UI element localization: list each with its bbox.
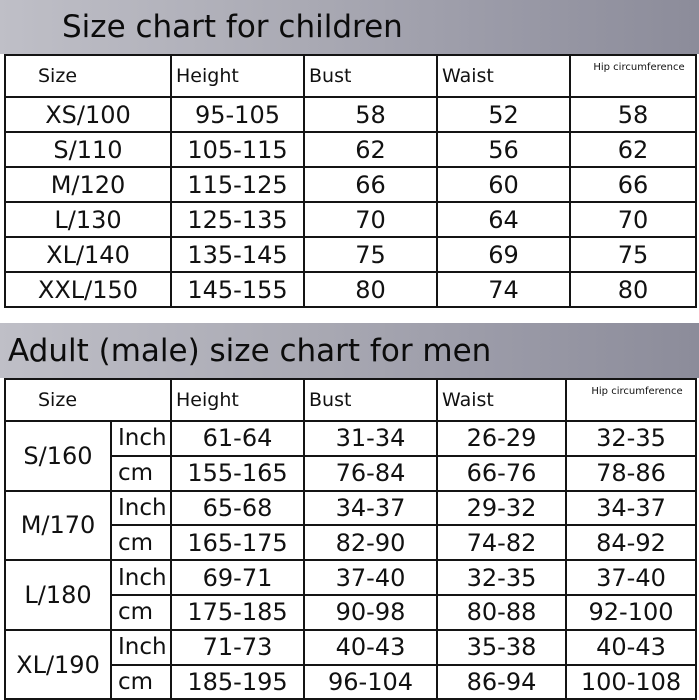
waist-cell: 74 — [437, 272, 570, 307]
size-cell: XS/100 — [5, 97, 171, 132]
hip-cell: 66 — [570, 167, 696, 202]
table-row — [5, 202, 696, 237]
table-row — [5, 132, 696, 167]
bust-cell: 34-37 — [304, 491, 437, 526]
bust-cell: 76-84 — [304, 456, 437, 491]
hip-cell: 40-43 — [566, 630, 696, 665]
header-size: Size — [5, 379, 171, 421]
table-row — [5, 167, 696, 202]
unit-cell: cm — [111, 525, 171, 560]
header-bust: Bust — [304, 379, 437, 421]
hip-cell: 58 — [570, 97, 696, 132]
size-cell: M/120 — [5, 167, 171, 202]
bust-cell: 75 — [304, 237, 437, 272]
header-height: Height — [171, 379, 304, 421]
header-waist: Waist — [437, 55, 570, 97]
waist-cell: 86-94 — [437, 665, 566, 700]
table-row — [5, 97, 696, 132]
height-cell: 175-185 — [171, 595, 304, 630]
header-bust: Bust — [304, 55, 437, 97]
size-cell: S/160 — [5, 421, 111, 491]
header-height: Height — [171, 55, 304, 97]
height-cell: 145-155 — [171, 272, 304, 307]
bust-cell: 90-98 — [304, 595, 437, 630]
height-cell: 105-115 — [171, 132, 304, 167]
waist-cell: 80-88 — [437, 595, 566, 630]
hip-cell: 78-86 — [566, 456, 696, 491]
hip-cell: 62 — [570, 132, 696, 167]
size-cell: L/180 — [5, 560, 111, 630]
table-header-row — [5, 379, 696, 421]
height-cell: 125-135 — [171, 202, 304, 237]
header-size: Size — [5, 55, 171, 97]
bust-cell: 66 — [304, 167, 437, 202]
waist-cell: 60 — [437, 167, 570, 202]
adult-chart-banner — [0, 323, 699, 378]
unit-cell: cm — [111, 595, 171, 630]
unit-cell: cm — [111, 456, 171, 491]
table-row — [5, 237, 696, 272]
table-row — [5, 630, 696, 665]
header-hip: Hip circumference — [566, 379, 696, 421]
size-cell: S/110 — [5, 132, 171, 167]
size-cell: XXL/150 — [5, 272, 171, 307]
height-cell: 155-165 — [171, 456, 304, 491]
hip-cell: 92-100 — [566, 595, 696, 630]
waist-cell: 66-76 — [437, 456, 566, 491]
height-cell: 71-73 — [171, 630, 304, 665]
waist-cell: 26-29 — [437, 421, 566, 456]
bust-cell: 82-90 — [304, 525, 437, 560]
table-row — [5, 421, 696, 456]
hip-cell: 100-108 — [566, 665, 696, 700]
waist-cell: 35-38 — [437, 630, 566, 665]
waist-cell: 29-32 — [437, 491, 566, 526]
size-cell: L/130 — [5, 202, 171, 237]
height-cell: 95-105 — [171, 97, 304, 132]
height-cell: 135-145 — [171, 237, 304, 272]
waist-cell: 64 — [437, 202, 570, 237]
children-chart-banner — [0, 0, 699, 54]
bust-cell: 80 — [304, 272, 437, 307]
size-cell: XL/140 — [5, 237, 171, 272]
unit-cell: Inch — [111, 491, 171, 526]
waist-cell: 56 — [437, 132, 570, 167]
waist-cell: 69 — [437, 237, 570, 272]
bust-cell: 40-43 — [304, 630, 437, 665]
size-cell: XL/190 — [5, 630, 111, 700]
height-cell: 115-125 — [171, 167, 304, 202]
hip-cell: 37-40 — [566, 560, 696, 595]
waist-cell: 74-82 — [437, 525, 566, 560]
unit-cell: Inch — [111, 630, 171, 665]
height-cell: 65-68 — [171, 491, 304, 526]
header-hip: Hip circumference — [570, 55, 696, 97]
unit-cell: cm — [111, 665, 171, 700]
height-cell: 61-64 — [171, 421, 304, 456]
bust-cell: 58 — [304, 97, 437, 132]
bust-cell: 37-40 — [304, 560, 437, 595]
bust-cell: 62 — [304, 132, 437, 167]
table-row — [5, 560, 696, 595]
height-cell: 185-195 — [171, 665, 304, 700]
hip-cell: 75 — [570, 237, 696, 272]
hip-cell: 70 — [570, 202, 696, 237]
waist-cell: 32-35 — [437, 560, 566, 595]
height-cell: 69-71 — [171, 560, 304, 595]
bust-cell: 96-104 — [304, 665, 437, 700]
children-chart-title: Size chart for children — [62, 9, 403, 45]
hip-cell: 34-37 — [566, 491, 696, 526]
unit-cell: Inch — [111, 560, 171, 595]
height-cell: 165-175 — [171, 525, 304, 560]
waist-cell: 52 — [437, 97, 570, 132]
adult-size-table — [4, 378, 697, 700]
size-cell: M/170 — [5, 491, 111, 561]
hip-cell: 84-92 — [566, 525, 696, 560]
bust-cell: 31-34 — [304, 421, 437, 456]
children-size-table — [4, 54, 697, 308]
unit-cell: Inch — [111, 421, 171, 456]
table-header-row — [5, 55, 696, 97]
bust-cell: 70 — [304, 202, 437, 237]
hip-cell: 32-35 — [566, 421, 696, 456]
table-row — [5, 491, 696, 526]
adult-chart-title: Adult (male) size chart for men — [8, 332, 492, 369]
header-waist: Waist — [437, 379, 566, 421]
hip-cell: 80 — [570, 272, 696, 307]
table-row — [5, 272, 696, 307]
